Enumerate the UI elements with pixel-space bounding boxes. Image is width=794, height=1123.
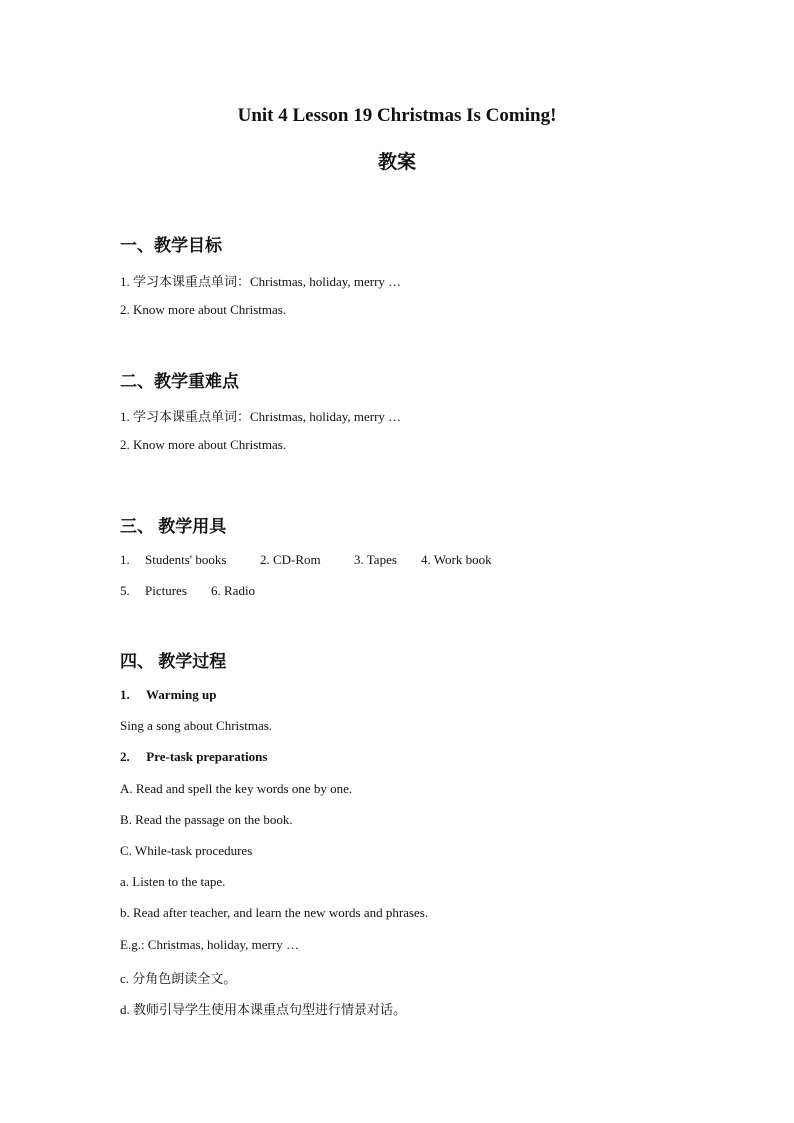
step1-number: 1. — [120, 687, 130, 702]
section1-item-1: 1. 学习本课重点单词：Christmas, holiday, merry … — [120, 274, 402, 289]
item-c: c. 分角色朗读全文。 — [120, 971, 237, 986]
section1-heading: 一、教学目标 — [120, 236, 222, 255]
item-A: A. Read and spell the key words one by one. — [120, 781, 353, 796]
document-subtitle: 教案 — [377, 152, 416, 173]
item-b: b. Read after teacher, and learn the new words and phrases. — [120, 905, 429, 920]
section3-heading: 三、 教学用具 — [120, 517, 227, 536]
section2-item-1: 1. 学习本课重点单词：Christmas, holiday, merry … — [120, 409, 402, 424]
item-a: a. Listen to the tape. — [120, 874, 226, 889]
section2-item-2: 2. Know more about Christmas. — [120, 437, 287, 452]
item-d: d. 教师引导学生使用本课重点句型进行情景对话。 — [120, 1002, 407, 1017]
step1-title: Warming up — [146, 687, 217, 702]
tool-num-1: 1. — [120, 552, 130, 567]
tool-students-books: Students' books — [145, 552, 227, 567]
item-C: C. While-task procedures — [120, 843, 253, 858]
tool-num-5: 5. — [120, 583, 130, 598]
tool-tapes: 3. Tapes — [354, 552, 397, 567]
item-B: B. Read the passage on the book. — [120, 812, 293, 827]
step1-line — [120, 687, 216, 703]
section2-heading: 二、教学重难点 — [120, 372, 239, 391]
section1-item-2: 2. Know more about Christmas. — [120, 302, 287, 317]
section4-heading: 四、 教学过程 — [120, 652, 227, 671]
step2-number: 2. — [120, 749, 130, 764]
step2-line — [120, 749, 267, 765]
step1-text: Sing a song about Christmas. — [120, 718, 273, 733]
document-title: Unit 4 Lesson 19 Christmas Is Coming! — [237, 105, 557, 126]
item-eg: E.g.: Christmas, holiday, merry … — [120, 937, 299, 952]
tool-radio: 6. Radio — [211, 583, 256, 598]
tool-work-book: 4. Work book — [421, 552, 492, 567]
tool-pictures: Pictures — [145, 583, 187, 598]
step2-title: Pre-task preparations — [146, 749, 268, 764]
tool-cd-rom: 2. CD-Rom — [260, 552, 321, 567]
